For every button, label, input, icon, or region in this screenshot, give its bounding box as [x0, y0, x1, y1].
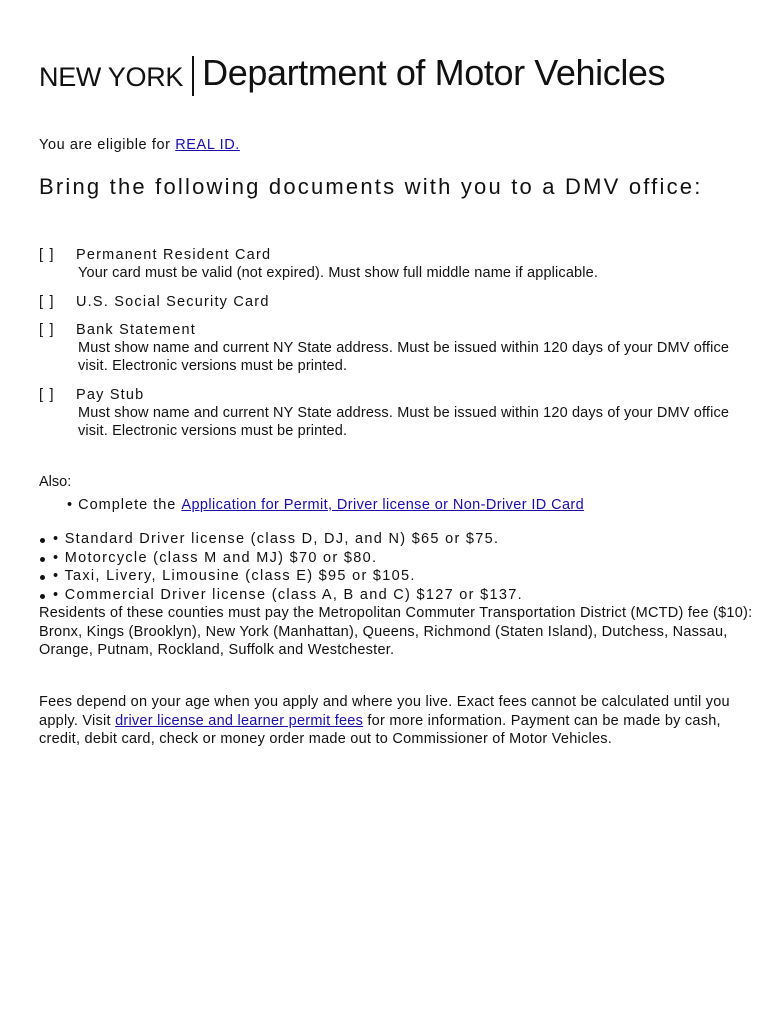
fees-link[interactable]: driver license and learner permit fees	[115, 712, 364, 729]
document-title: U.S. Social Security Card	[76, 293, 270, 310]
bullet-icon	[39, 530, 53, 549]
document-checkbox[interactable]: [ ]	[39, 386, 55, 403]
page-header	[39, 52, 665, 92]
fee-item	[39, 530, 523, 549]
document-item	[39, 246, 755, 283]
eligibility-prefix: You are eligible for	[39, 137, 176, 153]
document-description: Your card must be valid (not expired). Must show full middle name if applicable.	[78, 265, 599, 281]
bullet-icon	[39, 567, 53, 586]
instructions-heading: Bring the following documents with you to a DMV office:	[39, 174, 703, 199]
fees-info-paragraph	[39, 693, 755, 749]
bullet-icon	[39, 549, 53, 568]
document-checkbox[interactable]: [ ]	[39, 321, 55, 338]
document-checkbox[interactable]: [ ]	[39, 293, 55, 310]
fee-text: • Motorcycle (class M and MJ) $70 or $80.	[53, 549, 378, 566]
document-title: Bank Statement	[76, 321, 196, 338]
fee-item	[39, 549, 523, 568]
document-checklist	[39, 246, 755, 451]
fee-text: • Commercial Driver license (class A, B and C) $127 or $137.	[53, 586, 523, 603]
bullet-icon	[39, 586, 53, 605]
document-item	[39, 321, 755, 376]
document-description: Must show name and current NY State address. Must be issued within 120 days of your DMV office visit. Electronic versions must be printed.	[78, 404, 730, 439]
document-item	[39, 386, 755, 441]
fee-text: • Taxi, Livery, Limousine (class E) $95 or $105.	[53, 568, 416, 584]
fees-info-before: Fees depend on your age when you apply and where you live. Exact fees cannot be calculated until you apply. Visit	[39, 694, 730, 729]
eligibility-line	[39, 137, 240, 153]
document-checkbox[interactable]: [ ]	[39, 247, 55, 263]
fees-info-after: for more information. Payment can be made by cash, credit, debit card, check or money order made out to Commissioner of Motor Vehicles.	[39, 712, 721, 747]
header-divider	[192, 56, 194, 96]
real-id-link[interactable]: REAL ID.	[175, 137, 240, 153]
fee-text: • Standard Driver license (class D, DJ, and N) $65 or $75.	[53, 531, 500, 547]
document-description: Must show name and current NY State address. Must be issued within 120 days of your DMV office visit. Electronic versions must be printed.	[78, 339, 730, 374]
document-title: Pay Stub	[76, 386, 145, 403]
fee-list	[39, 530, 523, 604]
document-title: Permanent Resident Card	[76, 247, 272, 263]
complete-prefix: • Complete the	[67, 497, 182, 513]
fee-item	[39, 567, 523, 586]
document-item	[39, 293, 755, 311]
complete-application-line	[67, 497, 584, 513]
header-department: Department of Motor Vehicles	[202, 52, 666, 93]
header-state: NEW YORK	[39, 62, 184, 92]
also-label: Also:	[39, 474, 72, 490]
fee-item	[39, 586, 523, 605]
application-link[interactable]: Application for Permit, Driver license or Non-Driver ID Card	[181, 497, 585, 513]
mctd-note: Residents of these counties must pay the Metropolitan Commuter Transportation District (MCTD) fee ($10): Bronx, Kings (Brooklyn), New York (Manhattan), Queens, Richmond (Staten Island), Dutchess, Nassau, Orange, Putnam, Rockland, Suffolk and Westchester.	[39, 605, 753, 658]
